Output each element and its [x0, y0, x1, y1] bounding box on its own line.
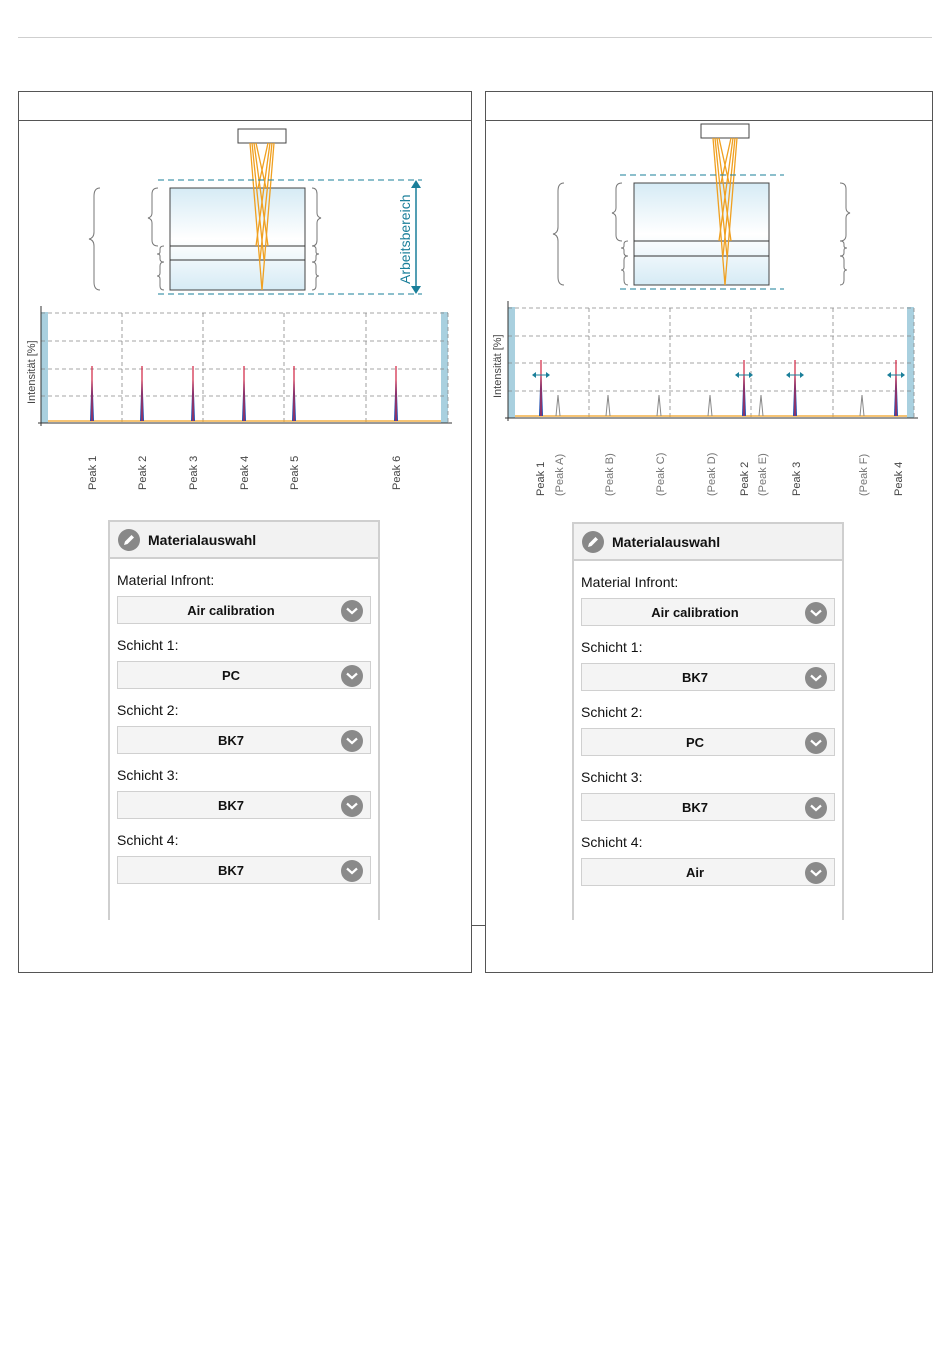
left-peak-2 [140, 366, 144, 421]
right-minor-peak-3 [657, 395, 661, 416]
left-select-schicht-3[interactable] [117, 791, 371, 819]
left-peak-label: Peak 1 [87, 455, 99, 490]
left-specimen [170, 188, 305, 290]
left-peak-4 [242, 366, 246, 421]
right-label-schicht-1: Schicht 1: [581, 639, 643, 655]
chevron-down-icon[interactable] [805, 732, 827, 754]
right-sensor-head [701, 124, 749, 138]
right-label-schicht-3: Schicht 3: [581, 769, 643, 785]
right-peaks [532, 360, 905, 416]
chevron-down-icon[interactable] [341, 860, 363, 882]
right-minor-peak-6 [860, 395, 864, 416]
right-panel-body [574, 573, 842, 886]
left-select-value: Air calibration [187, 602, 275, 618]
right-peak-label: Peak 4 [893, 461, 905, 496]
left-select-value: BK7 [217, 797, 244, 813]
right-y-axis-label: Intensität [%] [492, 334, 504, 398]
left-sensor-diagram [89, 129, 422, 294]
right-peak-label: (Peak C) [655, 452, 667, 496]
right-select-value: Air calibration [651, 604, 739, 620]
right-main-peak-1 [532, 360, 550, 416]
right-peak-label: Peak 2 [739, 461, 751, 496]
right-peak-labels [535, 453, 905, 496]
left-select-schicht-1[interactable] [117, 661, 371, 689]
left-peak-label: Peak 2 [137, 455, 149, 490]
gap-line [472, 925, 485, 926]
right-peak-label: Peak 1 [535, 461, 547, 496]
right-peak-label: (Peak D) [706, 452, 718, 496]
chevron-down-icon[interactable] [805, 862, 827, 884]
right-select-value: BK7 [681, 669, 708, 685]
chevron-down-icon[interactable] [341, 730, 363, 752]
left-peak-labels [87, 456, 403, 490]
right-select-schicht-3[interactable] [581, 793, 835, 821]
chevron-down-icon[interactable] [341, 665, 363, 687]
right-peak-label: (Peak F) [858, 453, 870, 496]
left-select-value: BK7 [217, 862, 244, 878]
right-sensor-diagram [553, 124, 850, 289]
left-label-schicht-1: Schicht 1: [117, 637, 179, 653]
left-select-schicht-4[interactable] [117, 856, 371, 884]
right-minor-peak-2 [606, 395, 610, 416]
right-range-band-start [508, 307, 515, 418]
left-peak-3 [191, 366, 195, 421]
left-peaks [90, 366, 398, 421]
left-peak-6 [394, 366, 398, 421]
left-select-material-infront[interactable] [117, 596, 371, 624]
left-sensor-head [238, 129, 286, 143]
right-main-peak-3 [786, 360, 804, 416]
right-panel-header [574, 524, 842, 561]
right-main-peak-4 [887, 360, 905, 416]
right-material-panel [572, 522, 844, 920]
left-select-value: BK7 [217, 732, 244, 748]
right-main-peak-2 [735, 360, 753, 416]
right-peak-label: (Peak E) [757, 453, 769, 496]
left-peak-label: Peak 4 [239, 455, 251, 490]
left-range-band-end [441, 312, 448, 423]
right-label-material-infront: Material Infront: [581, 574, 679, 590]
left-label-schicht-3: Schicht 3: [117, 767, 179, 783]
pencil-icon [582, 531, 604, 553]
left-y-axis-label: Intensität [%] [26, 340, 38, 404]
chevron-down-icon[interactable] [805, 667, 827, 689]
left-label-schicht-2: Schicht 2: [117, 702, 179, 718]
right-select-value: BK7 [681, 799, 708, 815]
left-label-schicht-4: Schicht 4: [117, 832, 179, 848]
right-label-schicht-2: Schicht 2: [581, 704, 643, 720]
right-range-band-end [907, 307, 914, 418]
left-panel-title: Materialauswahl [148, 531, 257, 548]
left-peak-label: Peak 6 [391, 455, 403, 490]
left-material-panel [108, 520, 380, 920]
right-select-value: Air [685, 864, 705, 880]
working-range-label: Arbeitsbereich [397, 194, 413, 284]
right-minor-peak-5 [759, 395, 763, 416]
right-peak-label: Peak 3 [791, 461, 803, 496]
right-specimen [634, 183, 769, 285]
right-select-value: PC [685, 734, 705, 750]
chevron-down-icon[interactable] [341, 795, 363, 817]
left-intensity-chart [26, 306, 452, 490]
left-peak-label: Peak 3 [188, 455, 200, 490]
left-select-schicht-2[interactable] [117, 726, 371, 754]
right-peak-label: (Peak B) [604, 453, 616, 496]
figure-graphics [0, 0, 950, 520]
right-minor-peak-1 [556, 395, 560, 416]
pencil-icon [118, 529, 140, 551]
right-select-schicht-4[interactable] [581, 858, 835, 886]
right-intensity-chart [492, 301, 918, 496]
left-panel-body [110, 571, 378, 884]
right-minor-peak-4 [708, 395, 712, 416]
right-select-material-infront[interactable] [581, 598, 835, 626]
left-panel-header [110, 522, 378, 559]
right-label-schicht-4: Schicht 4: [581, 834, 643, 850]
right-peak-label: (Peak A) [554, 453, 566, 496]
right-select-schicht-1[interactable] [581, 663, 835, 691]
left-peak-label: Peak 5 [289, 455, 301, 490]
chevron-down-icon[interactable] [805, 602, 827, 624]
left-label-material-infront: Material Infront: [117, 572, 215, 588]
left-range-band-start [41, 312, 48, 423]
right-select-schicht-2[interactable] [581, 728, 835, 756]
chevron-down-icon[interactable] [805, 797, 827, 819]
left-select-value: PC [221, 667, 241, 683]
chevron-down-icon[interactable] [341, 600, 363, 622]
left-peak-1 [90, 366, 94, 421]
right-panel-title: Materialauswahl [612, 533, 721, 550]
left-peak-5 [292, 366, 296, 421]
